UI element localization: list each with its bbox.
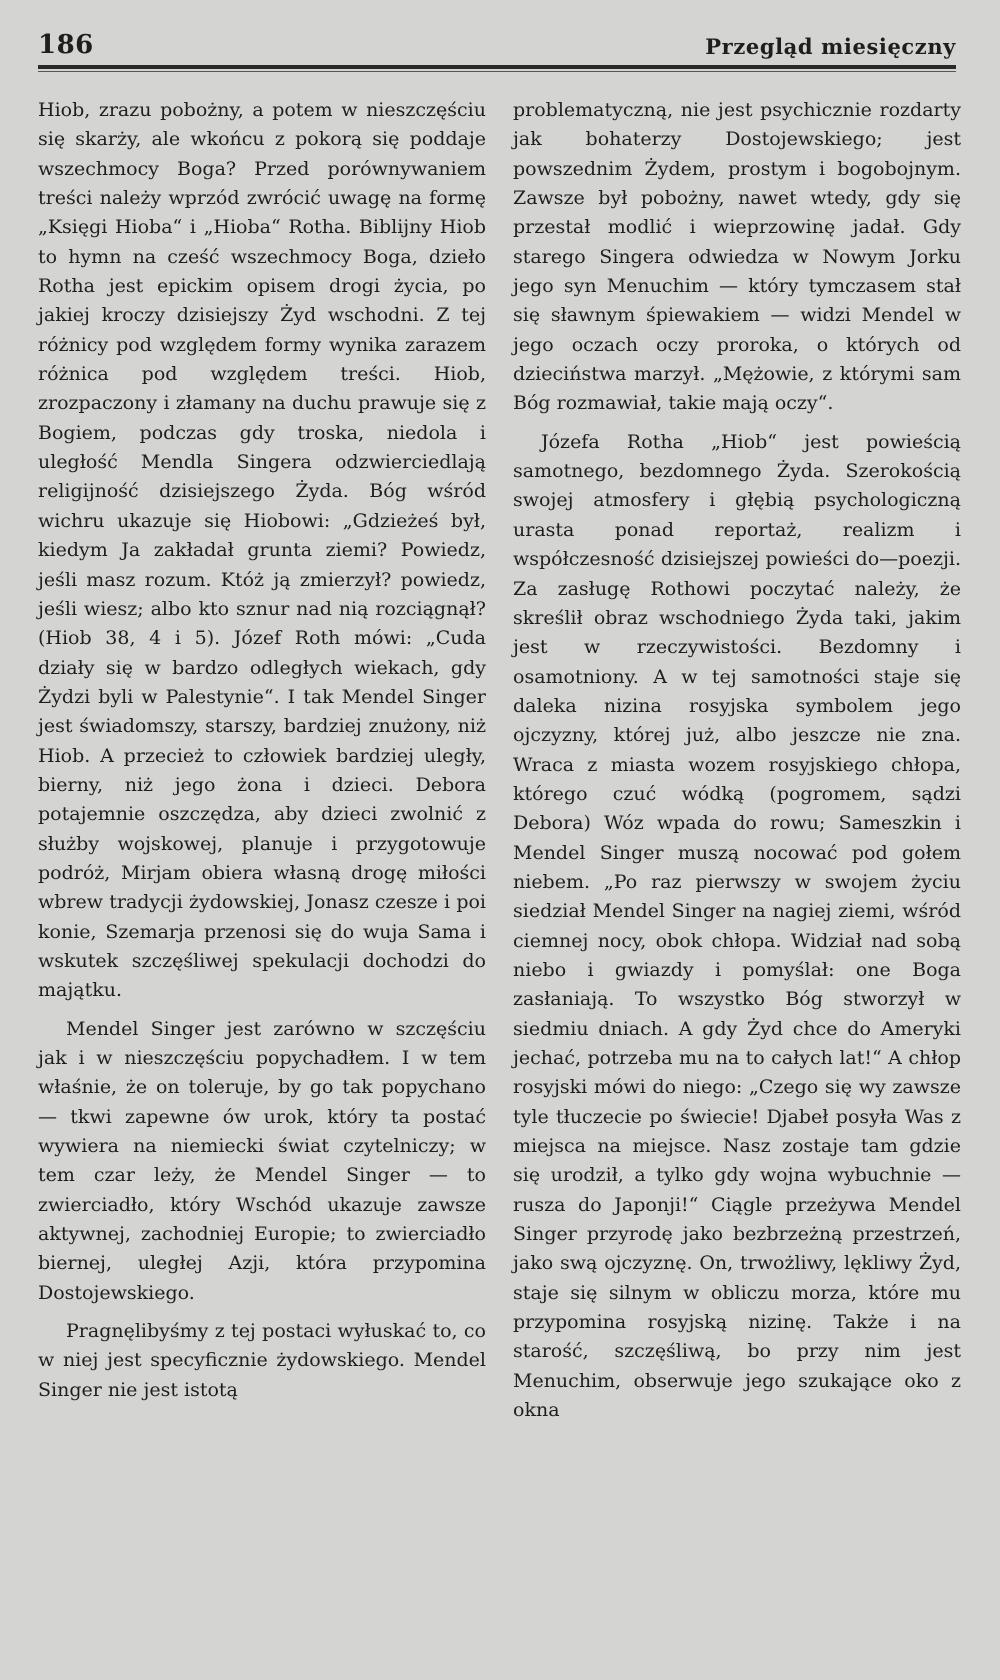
paragraph: Mendel Singer jest zarówno w szczęściu jak i w nieszczęściu popychadłem. I w tem właśnie, że on toleruje, by go tak popychano — tkwi zapewne ów urok, który ta postać wywiera na niemiecki świat czytelniczy; w tem czar leży, że Mendel Singer — to zwierciadło, który Wschód ukazuje zawsze aktywnej, zachodniej Europie; to zwierciadło biernej, uległej Azji, która przypomina Dostojewskiego. xyxy=(38,1017,486,1304)
page-number: 186 xyxy=(38,30,94,60)
running-title: Przegląd miesięczny xyxy=(705,34,956,59)
page-header xyxy=(38,30,956,66)
header-rule xyxy=(38,65,956,69)
paragraph: Hiob, zrazu pobożny, a potem w nieszczęściu się skarży, ale wkońcu z pokorą się poddaje wszechmocy Boga? Przed porównywaniem treści należy wprzód zwrócić uwagę na formę „Księgi Hioba“ i „Hioba“ Rotha. Biblijny Hiob to hymn na cześć wszechmocy Boga, dzieło Rotha jest epickim opisem drogi życia, po jakiej kroczy dzisiejszy Żyd wschodni. Z tej różnicy pod względem formy wynika zarazem różnica pod względem treści. Hiob, zrozpaczony i złamany na duchu prawuje się z Bogiem, podczas gdy troska, niedola i uległość Mendla Singera odzwierciedlają religijność dzisiejszego Żyda. Bóg wśród wichru ukazuje się Hiobowi: „Gdzieżeś był, kiedym Ja zakładał grunta ziemi? Powiedz, jeśli masz rozum. Któż ją zmierzył? powiedz, jeśli wiesz; albo kto sznur nad nią rozciągnął? (Hiob 38, 4 i 5). Józef Roth mówi: „Cuda działy się w bardzo odległych wiekach, gdy Żydzi byli w Palestynie“. I tak Mendel Singer jest świadomszy, starszy, bardziej znużony, niż Hiob. A przecież to człowiek bardziej uległy, bierny, niż jego żona i dzieci. Debora potajemnie oszczędza, aby dzieci zwolnić z służby wojskowej, planuje i przygotowuje podróż, Mirjam obiera własną drogę miłości wbrew tradycji żydowskiej, Jonasz czesze i poi konie, Szemarja przenosi się do wuja Sama i wskutek szczęśliwej spekulacji dochodzi do majątku. xyxy=(38,99,486,1002)
left-column xyxy=(38,96,486,1414)
paragraph: Pragnęlibyśmy z tej postaci wyłuskać to, co w niej jest specyficznie żydowskiego. Mendel Singer nie jest istotą xyxy=(38,1320,486,1401)
paragraph: Józefa Rotha „Hiob“ jest powieścią samotnego, bezdomnego Żyda. Szerokością swojej atmosfery i głębią psychologiczną urasta ponad reportaż, realizm i współczesność dzisiejszej powieści do—poezji. Za zasługę Rothowi poczytać należy, że skreślił obraz wschodniego Żyda taki, jakim jest w rzeczywistości. Bezdomny i osamotniony. A w tej samotności staje się daleka nizina rosyjska symbolem jego ojczyzny, której już, albo jeszcze nie zna. Wraca z miasta wozem rosyjskiego chłopa, którego czuć wódką (pogromem, sądzi Debora) Wóz wpada do rowu; Sameszkin i Mendel Singer muszą nocować pod gołem niebem. „Po raz pierwszy w swojem życiu siedział Mendel Singer na nagiej ziemi, wśród ciemnej nocy, obok chłopa. Widział nad sobą niebo i gwiazdy i pomyślał: one Boga zasłaniają. To wszystko Bóg stworzył w siedmiu dniach. A gdy Żyd chce do Ameryki jechać, potrzeba mu na to całych lat!“ A chłop rosyjski mówi do niego: „Czego się wy zawsze tyle tłuczecie po świecie! Djabeł posyła Was z miejsca na miejsce. Nasz zostaje tam gdzie się urodził, a tylko gdy wojna wybuchnie — rusza do Japonji!“ Ciągle przeżywa Mendel Singer przyrodę jako bezbrzeżną przestrzeń, jako swą ojczyznę. On, trwożliwy, lękliwy Żyd, staje się silnym w obliczu morza, które mu przypomina rosyjską nizinę. Także i na starość, szczęśliwą, bo przy nim jest Menuchim, obserwuje jego szukające oko z okna xyxy=(513,430,961,1422)
right-column xyxy=(513,96,961,1434)
header-rule-thin xyxy=(38,71,956,72)
paragraph: problematyczną, nie jest psychicznie rozdarty jak bohaterzy Dostojewskiego; jest powszednim Żydem, prostym i bogobojnym. Zawsze był pobożny, nawet wtedy, gdy się przestał modlić i wieprzowinę jadał. Gdy starego Singera odwiedza w Nowym Jorku jego syn Menuchim — który tymczasem stał się sławnym śpiewakiem — widzi Mendel w jego oczach oczy proroka, o których od dzieciństwa marzył. „Mężowie, z którymi sam Bóg rozmawiał, takie mają oczy“. xyxy=(513,99,961,415)
